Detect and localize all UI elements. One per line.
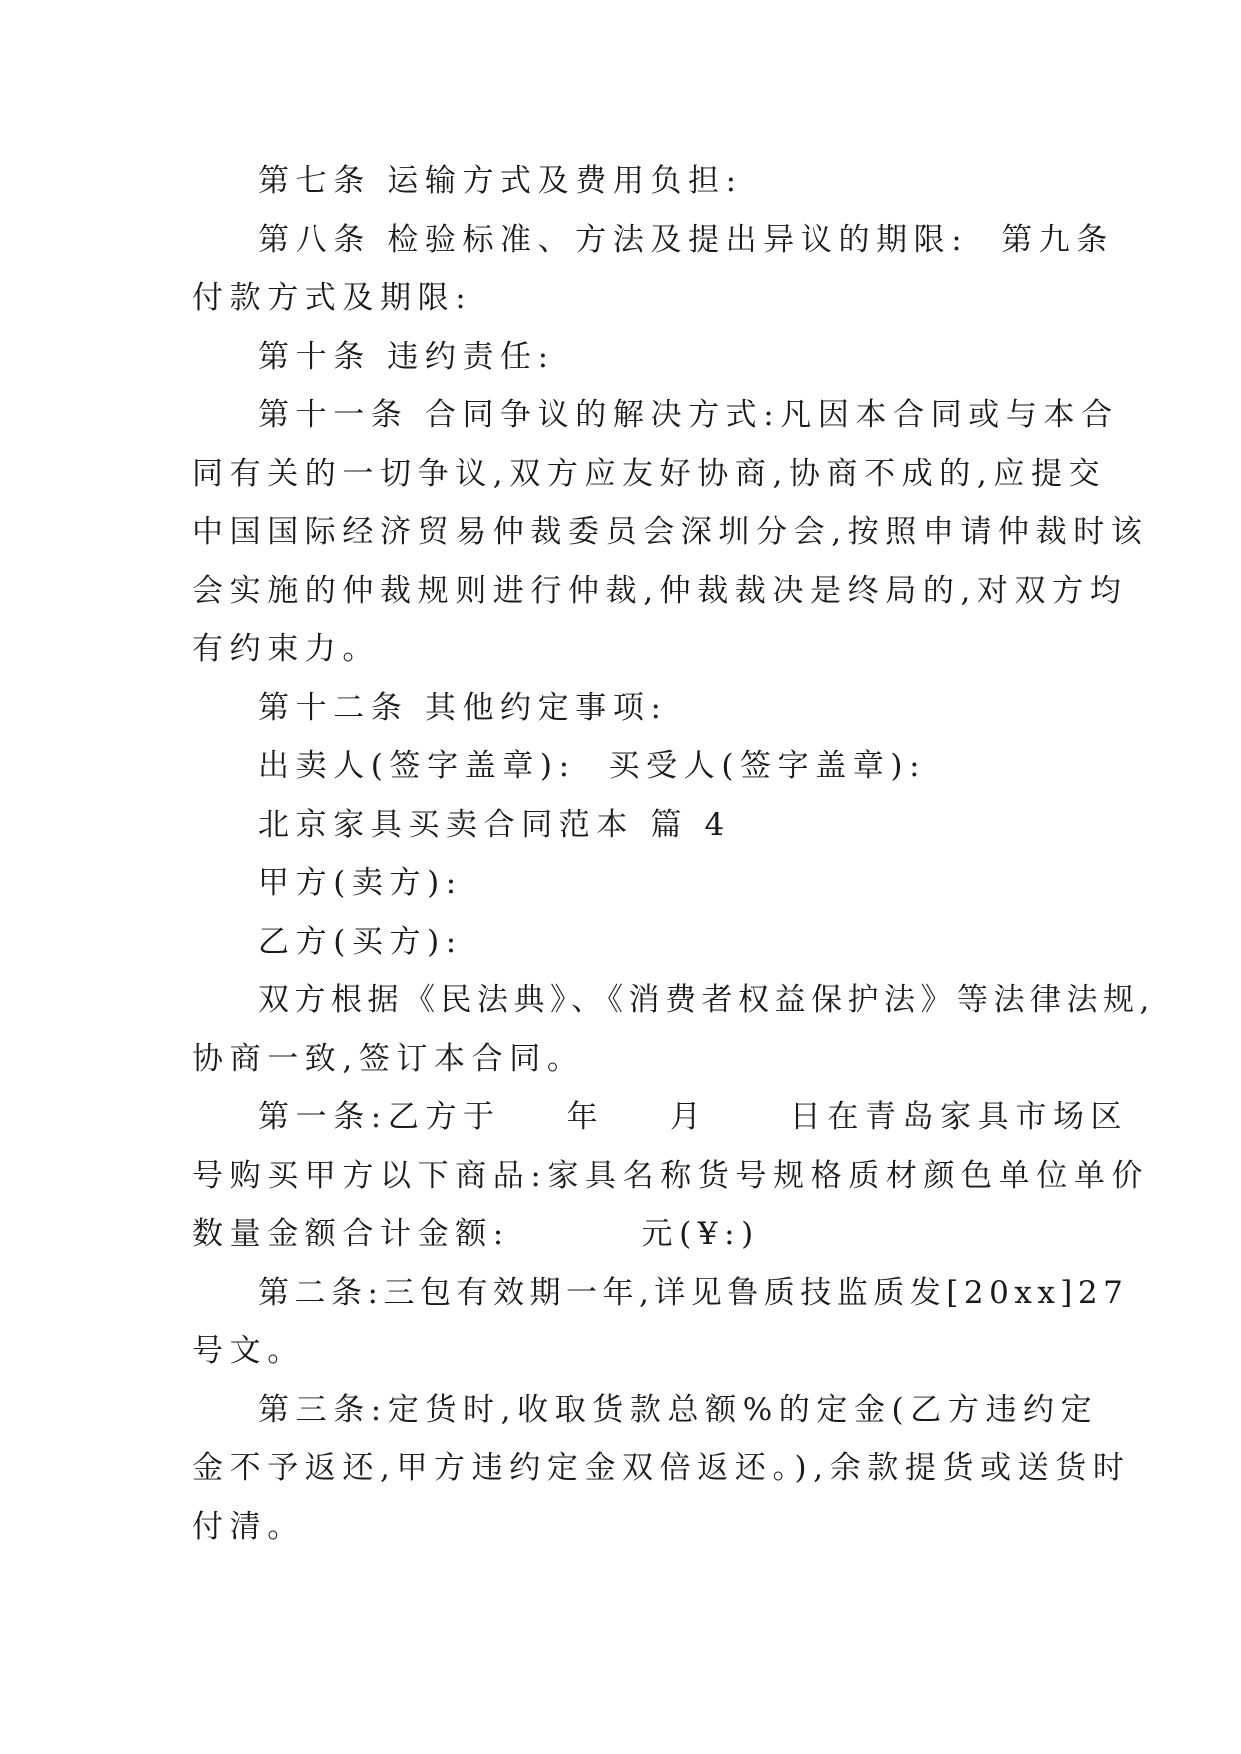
article-11-continuation-4: 有约束力。	[192, 631, 380, 667]
article-7-line: 第七条 运输方式及费用负担:	[258, 163, 743, 199]
clause-2-continuation: 号文。	[192, 1333, 305, 1369]
preamble-continuation: 协商一致,签订本合同。	[192, 1040, 585, 1077]
article-11-continuation-1: 同有关的一切争议,双方应友好协商,协商不成的,应提交	[192, 455, 1107, 492]
clause-3-continuation-1: 金不予返还,甲方违约定金双倍返还。),余款提货或送货时	[192, 1450, 1131, 1486]
document-page	[192, 152, 1155, 1556]
article-9-continuation: 付款方式及期限:	[192, 280, 473, 316]
section-heading: 北京家具买卖合同范本 篇 4	[258, 806, 731, 843]
article-11-continuation-3: 会实施的仲裁规则进行仲裁,仲裁裁决是终局的,对双方均	[192, 572, 1128, 609]
clause-3-line: 第三条:定货时,收取货款总额%的定金(乙方违约定	[258, 1391, 1099, 1428]
clause-1-continuation-2: 数量金额合计金额: 元(¥:)	[192, 1216, 760, 1252]
article-10-line: 第十条 违约责任:	[258, 338, 555, 375]
clause-1-line: 第一条:乙方于 年 月 日在青岛家具市场区	[258, 1099, 1129, 1135]
clause-2-line: 第二条:三包有效期一年,详见鲁质技监质发[20xx]27	[258, 1274, 1129, 1311]
clause-1-continuation-1: 号购买甲方以下商品:家具名称货号规格质材颜色单位单价	[192, 1157, 1150, 1194]
party-b-line: 乙方(买方):	[258, 923, 463, 960]
signature-line: 出卖人(签字盖章): 买受人(签字盖章):	[258, 748, 927, 784]
party-a-line: 甲方(卖方):	[258, 865, 463, 901]
article-11-line: 第十一条 合同争议的解决方式:凡因本合同或与本合	[258, 397, 1119, 433]
article-11-continuation-2: 中国国际经济贸易仲裁委员会深圳分会,按照申请仲裁时该	[192, 514, 1149, 550]
article-12-line: 第十二条 其他约定事项:	[258, 689, 668, 726]
preamble-line: 双方根据《民法典》、《消费者权益保护法》等法律法规,	[258, 982, 1155, 1018]
article-8-line: 第八条 检验标准、方法及提出异议的期限: 第九条	[258, 221, 1115, 258]
clause-3-continuation-2: 付清。	[192, 1508, 305, 1545]
